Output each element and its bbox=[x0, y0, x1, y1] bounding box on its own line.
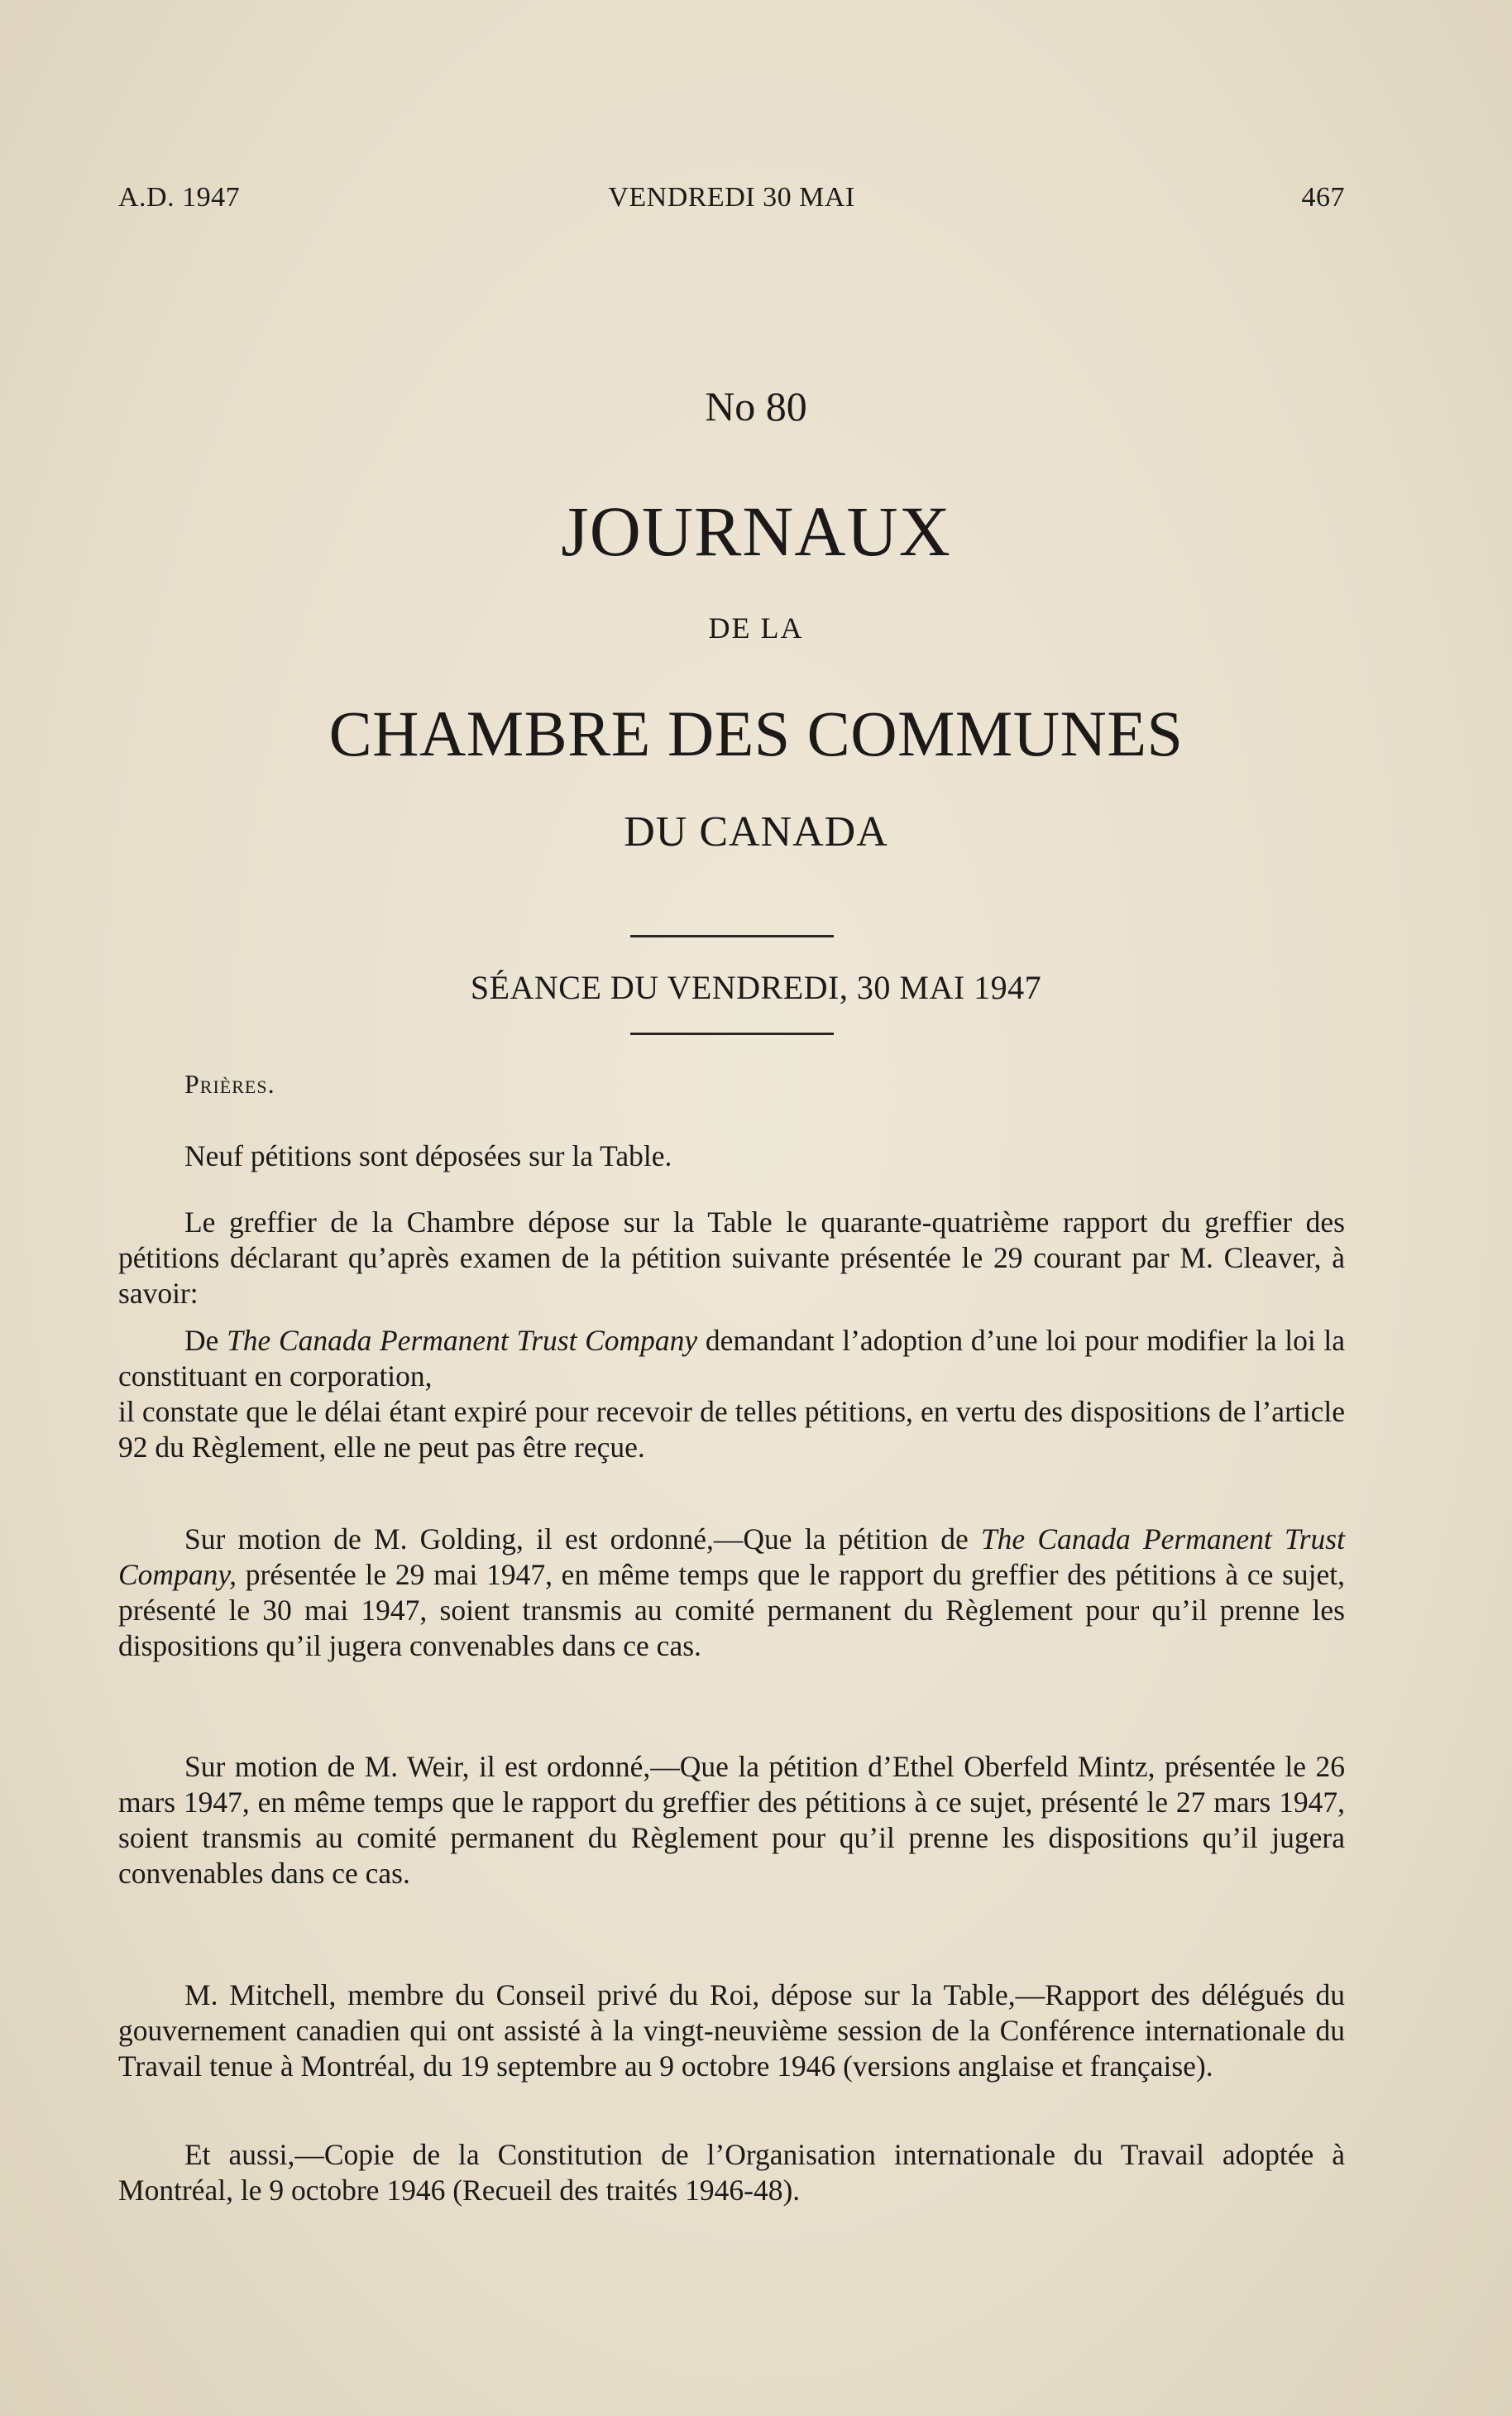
country-title: DU CANADA bbox=[624, 808, 888, 856]
chamber-title: CHAMBRE DES COMMUNES bbox=[328, 697, 1184, 769]
petition-rest: demandant l’adoption d’une loi pour modifier la loi la constituant en corporation, bbox=[118, 1324, 1346, 1393]
petition-de: De bbox=[184, 1324, 219, 1357]
motion-line bbox=[118, 1522, 1345, 1664]
paragraph-text: M. Mitchell, membre du Conseil privé du Roi, dépose sur la Table,—Rapport des délégués du gouvernement canadien qui ont assisté à la vingt-neuvième session de la Conférence internationale du Travail tenue à Montréal, du 19 septembre au 9 octobre 1946 (versions anglaise et française). bbox=[118, 1978, 1345, 2083]
divider-rule-bottom bbox=[630, 1033, 834, 1035]
page-number: 467 bbox=[1301, 182, 1345, 213]
paragraph-weir-motion bbox=[118, 1749, 1345, 1891]
paragraph-constitution-copy bbox=[118, 2137, 1345, 2208]
paragraph-golding-motion bbox=[118, 1522, 1345, 1664]
motion-rest: présentée le 29 mai 1947, en même temps que le rapport du greffier des pétitions à ce sujet, présenté le 30 mai 1947, soient transmis au comité permanent du Règlement pour qu’il prenne les dispositions qu’il jugera convenables dans ce cas. bbox=[118, 1558, 1346, 1662]
motion-start: Sur motion de M. Golding, il est ordonné,—Que la pétition de bbox=[184, 1522, 969, 1556]
paragraph-clerk-report bbox=[118, 1205, 1345, 1311]
running-header bbox=[118, 182, 1345, 218]
petition-line bbox=[118, 1323, 1345, 1394]
header-year: A.D. 1947 bbox=[118, 182, 241, 213]
journal-title: JOURNAUX bbox=[561, 491, 951, 571]
paragraph-text: Et aussi,—Copie de la Constitution de l’Organisation internationale du Travail adoptée à Montréal, le 9 octobre 1946 (Recueil des traités 1946-48). bbox=[118, 2138, 1345, 2207]
paragraph-text: il constate que le délai étant expiré pour recevoir de telles pétitions, en vertu des dispositions de l’article 92 du Règlement, elle ne peut pas être reçue. bbox=[118, 1395, 1345, 1464]
issue-number: No 80 bbox=[705, 383, 807, 429]
paragraph-petitions-tabled bbox=[118, 1138, 1345, 1174]
prayers-heading: Prières. bbox=[184, 1069, 275, 1099]
company-name: The Canada Permanent Trust Company, bbox=[118, 1522, 1345, 1591]
divider-rule-top bbox=[630, 935, 834, 937]
paragraph-petition-detail bbox=[118, 1323, 1345, 1465]
sitting-title: SÉANCE DU VENDREDI, 30 MAI 1947 bbox=[470, 969, 1042, 1006]
paragraph-text: Le greffier de la Chambre dépose sur la Table le quarante-quatrième rapport du greffier des pétitions déclarant qu’après examen de la pétition suivante présentée le 29 courant par M. Cleaver, à savoir: bbox=[118, 1206, 1345, 1310]
paragraph-text: Neuf pétitions sont déposées sur la Table. bbox=[184, 1139, 672, 1172]
header-date: VENDREDI 30 MAI bbox=[608, 182, 855, 213]
paragraph-text: Sur motion de M. Weir, il est ordonné,—Que la pétition d’Ethel Oberfeld Mintz, présentée le 26 mars 1947, en même temps que le rapport du greffier des pétitions à ce sujet, présenté le 27 mars 1947, soient transmis au comité permanent du Règlement pour qu’il prenne les dispositions qu’il jugera convenables dans ce cas. bbox=[118, 1750, 1345, 1890]
title-connector: DE LA bbox=[708, 611, 804, 645]
paragraph-mitchell-report bbox=[118, 1977, 1345, 2084]
company-name: The Canada Permanent Trust Company bbox=[227, 1324, 698, 1357]
